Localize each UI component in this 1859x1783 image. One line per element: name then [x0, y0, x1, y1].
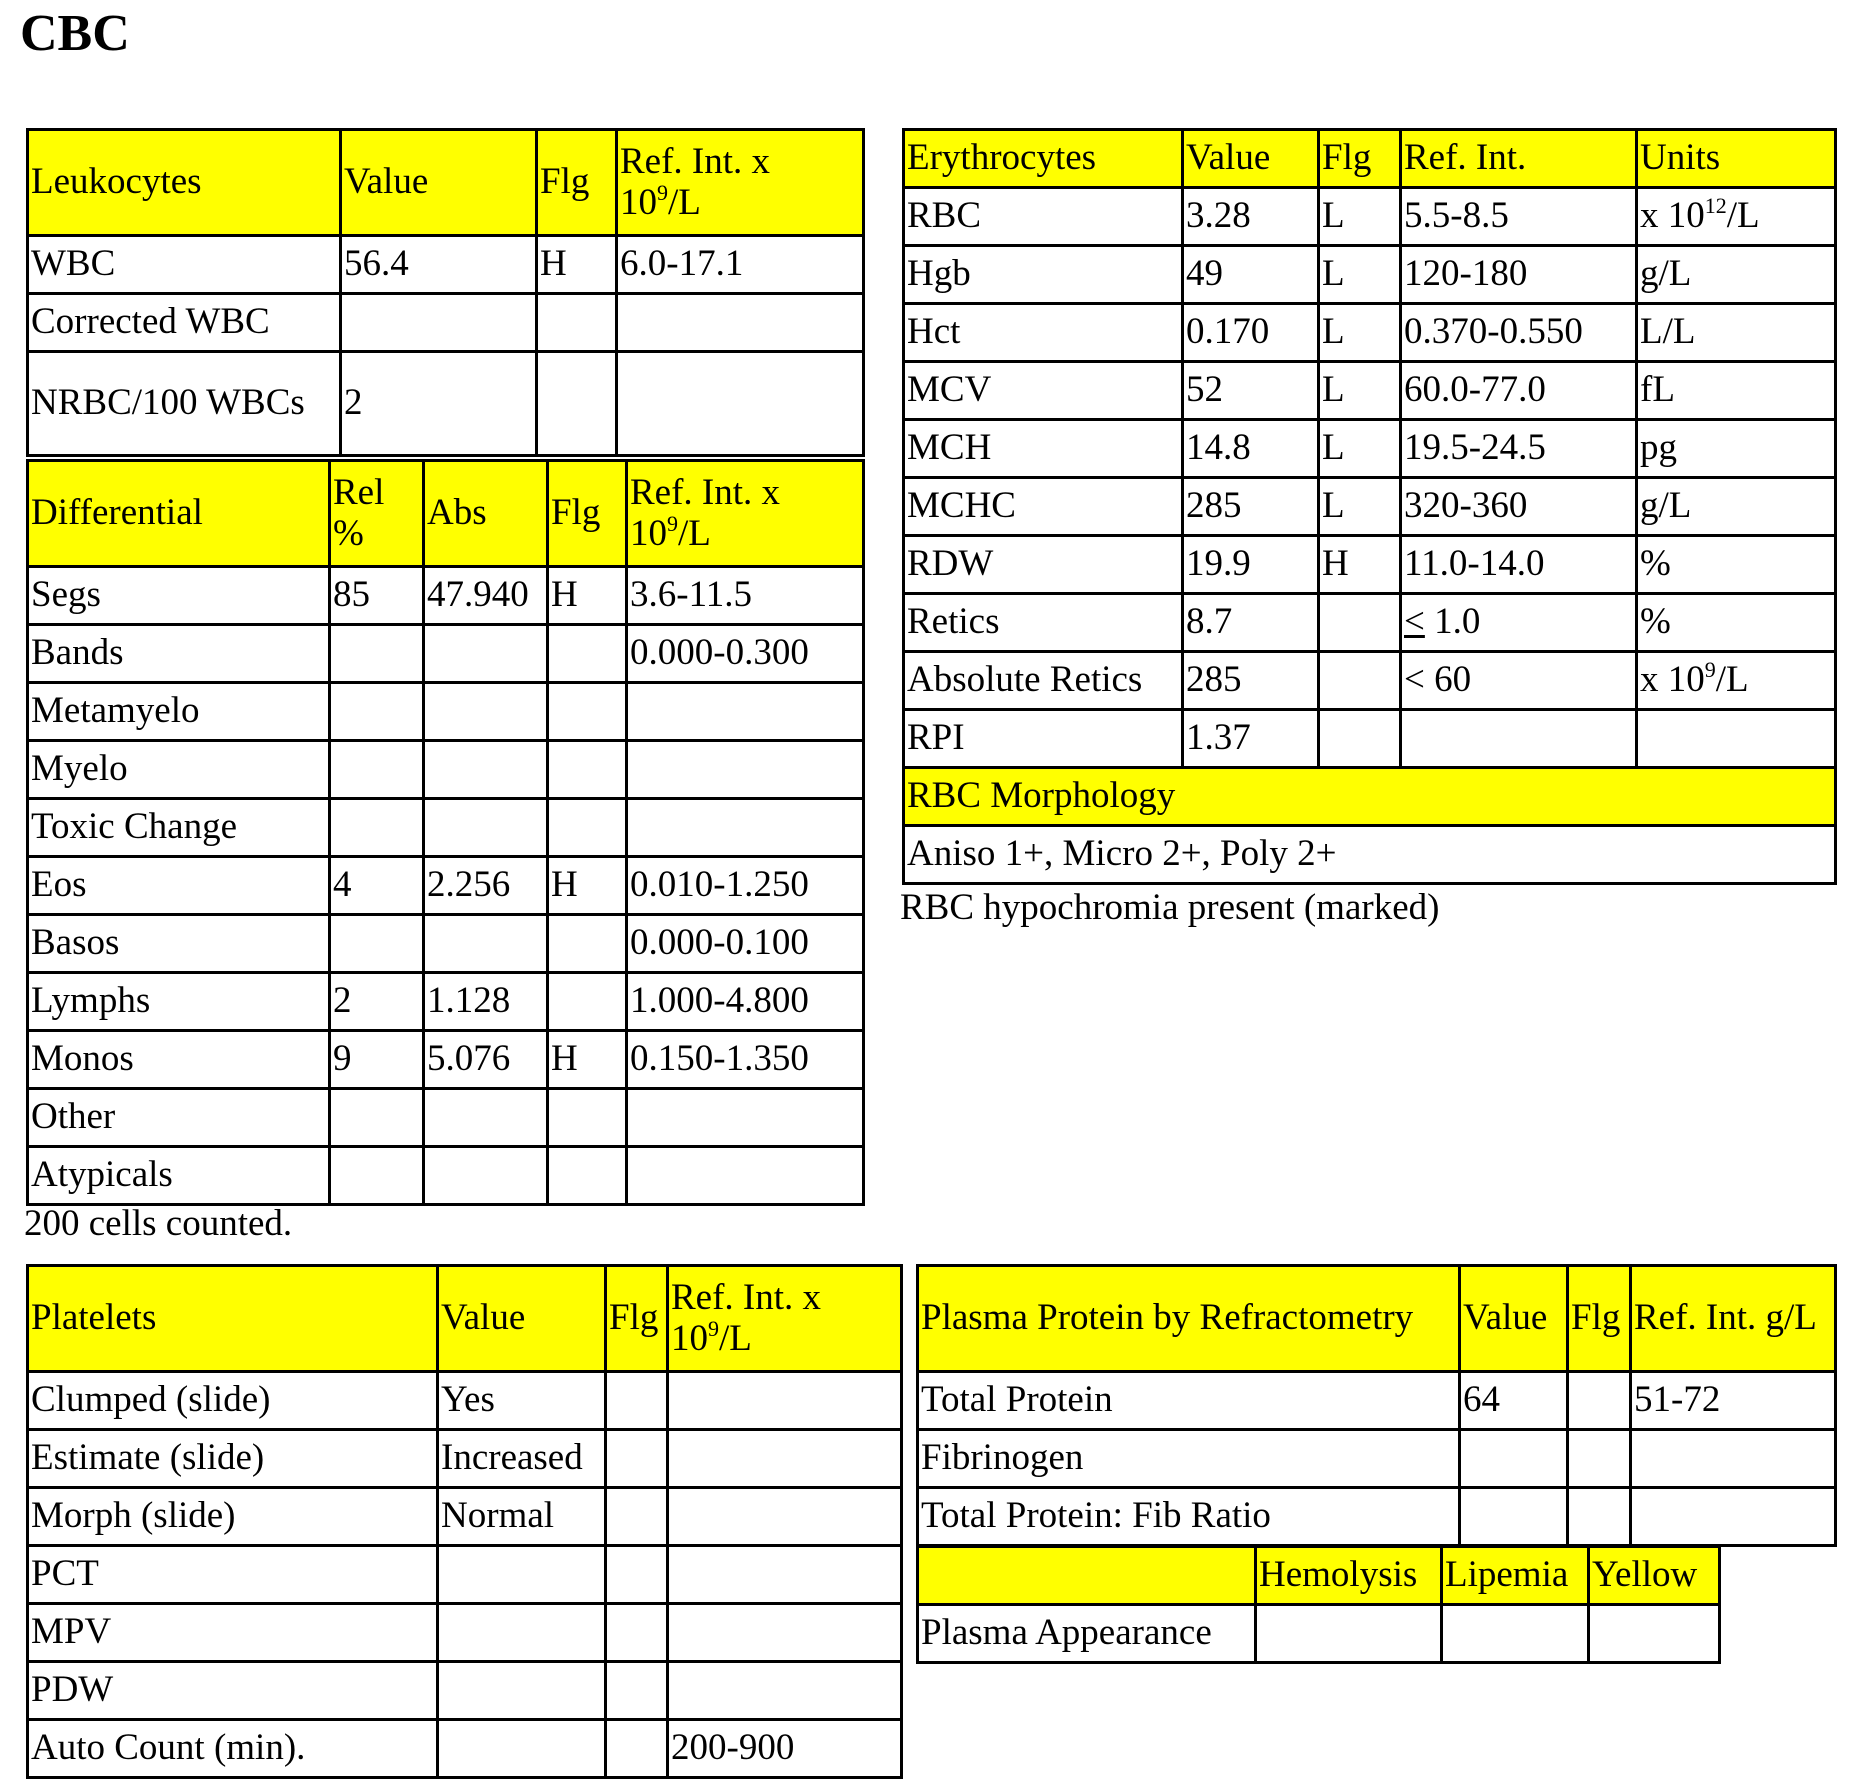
row-ref	[627, 741, 864, 799]
table-row	[28, 567, 864, 625]
table-row	[28, 799, 864, 857]
row-units: x $10^9/L$	[1637, 652, 1836, 710]
table-row	[28, 1604, 902, 1662]
row-label: MCV	[904, 362, 1183, 420]
table-row	[904, 478, 1836, 536]
row-flag	[606, 1546, 668, 1604]
row-value: 19.9	[1183, 536, 1319, 594]
row-rel	[330, 1089, 424, 1147]
row-abs	[424, 915, 548, 973]
row-ref: < 1.0	[1401, 594, 1637, 652]
row-rel: 4	[330, 857, 424, 915]
row-ref: 0.370-0.550	[1401, 304, 1637, 362]
row-label: NRBC/100 WBCs	[28, 352, 341, 456]
row-abs	[424, 1089, 548, 1147]
table-row	[904, 420, 1836, 478]
row-units: pg	[1637, 420, 1836, 478]
table-row	[28, 1089, 864, 1147]
row-label: Monos	[28, 1031, 330, 1089]
row-value	[1460, 1430, 1568, 1488]
abs-header: Abs	[424, 461, 548, 567]
row-label: Lymphs	[28, 973, 330, 1031]
table-row	[28, 1488, 902, 1546]
flag-header: Flg	[537, 130, 617, 236]
value-header: Value	[1183, 130, 1319, 188]
ref-int-header: Ref. Int.	[1401, 130, 1637, 188]
row-rel	[330, 915, 424, 973]
value-header: Value	[438, 1266, 606, 1372]
row-label: Basos	[28, 915, 330, 973]
row-label: Segs	[28, 567, 330, 625]
ref-int-header: Ref. Int. x $10^9/L$	[627, 461, 864, 567]
row-ref: 6.0-17.1	[617, 236, 864, 294]
row-flag: H	[1319, 536, 1401, 594]
ref-int-header: Ref. Int. x $10^9/L$	[617, 130, 864, 236]
row-ref: 51-72	[1631, 1372, 1836, 1430]
row-abs	[424, 741, 548, 799]
row-label: WBC	[28, 236, 341, 294]
row-flag	[537, 352, 617, 456]
row-flag	[606, 1430, 668, 1488]
plasma-appearance-header-blank	[918, 1547, 1256, 1605]
row-rel	[330, 741, 424, 799]
table-row	[904, 826, 1836, 884]
plasma-appearance-table	[916, 1545, 1721, 1664]
row-label: Plasma Appearance	[918, 1605, 1256, 1663]
row-ref: 11.0-14.0	[1401, 536, 1637, 594]
row-label: MCHC	[904, 478, 1183, 536]
hemolysis-header: Hemolysis	[1256, 1547, 1442, 1605]
rbc-morphology-value: Aniso 1+, Micro 2+, Poly 2+	[904, 826, 1836, 884]
row-label: Fibrinogen	[918, 1430, 1460, 1488]
row-flag	[1319, 594, 1401, 652]
row-rel	[330, 683, 424, 741]
row-abs: 1.128	[424, 973, 548, 1031]
table-row	[904, 594, 1836, 652]
row-flag: L	[1319, 362, 1401, 420]
row-ref: 3.6-11.5	[627, 567, 864, 625]
row-abs: 5.076	[424, 1031, 548, 1089]
table-row	[28, 1031, 864, 1089]
row-value	[1460, 1488, 1568, 1546]
row-value: 0.170	[1183, 304, 1319, 362]
row-value: 14.8	[1183, 420, 1319, 478]
row-flag	[606, 1720, 668, 1778]
row-ref	[627, 1089, 864, 1147]
row-lipemia	[1442, 1605, 1589, 1663]
row-value: Yes	[438, 1372, 606, 1430]
row-flag: H	[548, 857, 627, 915]
row-label: PDW	[28, 1662, 438, 1720]
row-value: 52	[1183, 362, 1319, 420]
differential-header: Differential	[28, 461, 330, 567]
row-ref	[668, 1430, 902, 1488]
row-yellow	[1589, 1605, 1720, 1663]
row-flag	[548, 683, 627, 741]
table-row	[28, 1720, 902, 1778]
table-row	[918, 1372, 1836, 1430]
row-rel	[330, 625, 424, 683]
platelets-table	[26, 1264, 903, 1779]
row-label: Auto Count (min).	[28, 1720, 438, 1778]
row-label: Clumped (slide)	[28, 1372, 438, 1430]
table-row	[28, 625, 864, 683]
row-abs	[424, 683, 548, 741]
table-row	[904, 710, 1836, 768]
row-rel: 85	[330, 567, 424, 625]
row-units: fL	[1637, 362, 1836, 420]
platelets-header: Platelets	[28, 1266, 438, 1372]
row-flag	[537, 294, 617, 352]
row-value: Increased	[438, 1430, 606, 1488]
row-abs	[424, 625, 548, 683]
row-ref	[1631, 1430, 1836, 1488]
row-units: %	[1637, 594, 1836, 652]
table-row	[918, 1488, 1836, 1546]
row-flag	[606, 1488, 668, 1546]
row-ref: 0.000-0.100	[627, 915, 864, 973]
table-row	[918, 1430, 1836, 1488]
table-row	[904, 246, 1836, 304]
row-flag: H	[548, 567, 627, 625]
row-flag	[1319, 710, 1401, 768]
row-value: 3.28	[1183, 188, 1319, 246]
table-row	[28, 683, 864, 741]
row-label: Other	[28, 1089, 330, 1147]
row-value: Normal	[438, 1488, 606, 1546]
row-ref	[617, 352, 864, 456]
row-units	[1637, 710, 1836, 768]
rbc-morphology-header: RBC Morphology	[904, 768, 1836, 826]
ref-int-header: Ref. Int. x $10^9/L$	[668, 1266, 902, 1372]
leukocytes-table	[26, 128, 865, 457]
row-flag	[548, 741, 627, 799]
row-value: 49	[1183, 246, 1319, 304]
erythrocytes-header: Erythrocytes	[904, 130, 1183, 188]
row-label: Hgb	[904, 246, 1183, 304]
row-value: 285	[1183, 652, 1319, 710]
row-ref: 200-900	[668, 1720, 902, 1778]
row-value	[438, 1546, 606, 1604]
row-flag	[548, 625, 627, 683]
table-row	[28, 1430, 902, 1488]
row-flag	[548, 1089, 627, 1147]
row-ref: 0.010-1.250	[627, 857, 864, 915]
ref-int-header: Ref. Int. g/L	[1631, 1266, 1836, 1372]
row-flag: L	[1319, 304, 1401, 362]
row-label: MPV	[28, 1604, 438, 1662]
page-title: CBC	[20, 5, 130, 62]
leukocytes-header: Leukocytes	[28, 130, 341, 236]
row-ref	[668, 1372, 902, 1430]
table-row	[28, 352, 864, 456]
row-units: x $10^{12}/L$	[1637, 188, 1836, 246]
row-flag	[606, 1604, 668, 1662]
plasma-protein-header: Plasma Protein by Refractometry	[918, 1266, 1460, 1372]
row-label: Morph (slide)	[28, 1488, 438, 1546]
row-flag	[548, 973, 627, 1031]
row-ref	[627, 1147, 864, 1205]
row-ref: 320-360	[1401, 478, 1637, 536]
row-ref	[1631, 1488, 1836, 1546]
row-label: RDW	[904, 536, 1183, 594]
erythrocytes-table	[902, 128, 1837, 885]
table-row	[28, 1372, 902, 1430]
row-value: 56.4	[341, 236, 537, 294]
flag-header: Flg	[606, 1266, 668, 1372]
row-ref	[1401, 710, 1637, 768]
row-flag: L	[1319, 478, 1401, 536]
row-label: MCH	[904, 420, 1183, 478]
row-ref: < 60	[1401, 652, 1637, 710]
row-ref	[617, 294, 864, 352]
row-ref	[668, 1604, 902, 1662]
row-value: 285	[1183, 478, 1319, 536]
table-row	[28, 1546, 902, 1604]
row-flag	[1568, 1372, 1631, 1430]
row-label: Retics	[904, 594, 1183, 652]
row-abs	[424, 1147, 548, 1205]
row-value: 8.7	[1183, 594, 1319, 652]
row-rel	[330, 799, 424, 857]
table-row	[918, 1605, 1720, 1663]
table-row	[28, 857, 864, 915]
row-abs: 47.940	[424, 567, 548, 625]
row-ref	[668, 1488, 902, 1546]
hypochromia-note: RBC hypochromia present (marked)	[900, 887, 1440, 928]
table-row	[28, 915, 864, 973]
rel-percent-header: Rel %	[330, 461, 424, 567]
row-label: Total Protein	[918, 1372, 1460, 1430]
table-row	[28, 294, 864, 352]
row-flag	[548, 915, 627, 973]
row-value: 1.37	[1183, 710, 1319, 768]
row-ref: 1.000-4.800	[627, 973, 864, 1031]
row-flag: L	[1319, 420, 1401, 478]
row-ref: 60.0-77.0	[1401, 362, 1637, 420]
row-value	[438, 1604, 606, 1662]
row-label: Eos	[28, 857, 330, 915]
row-ref	[668, 1546, 902, 1604]
value-header: Value	[1460, 1266, 1568, 1372]
row-label: Corrected WBC	[28, 294, 341, 352]
row-value: 2	[341, 352, 537, 456]
row-ref	[668, 1662, 902, 1720]
differential-table	[26, 459, 865, 1206]
row-abs	[424, 799, 548, 857]
row-flag: H	[537, 236, 617, 294]
yellow-header: Yellow	[1589, 1547, 1720, 1605]
value-header: Value	[341, 130, 537, 236]
row-flag	[548, 799, 627, 857]
row-flag	[606, 1662, 668, 1720]
lipemia-header: Lipemia	[1442, 1547, 1589, 1605]
row-ref: 120-180	[1401, 246, 1637, 304]
row-ref: 0.000-0.300	[627, 625, 864, 683]
row-flag	[1568, 1430, 1631, 1488]
row-flag	[548, 1147, 627, 1205]
row-label: RPI	[904, 710, 1183, 768]
row-label: RBC	[904, 188, 1183, 246]
row-label: Total Protein: Fib Ratio	[918, 1488, 1460, 1546]
row-label: Metamyelo	[28, 683, 330, 741]
row-ref: 19.5-24.5	[1401, 420, 1637, 478]
row-units: %	[1637, 536, 1836, 594]
row-label: Absolute Retics	[904, 652, 1183, 710]
table-row	[28, 973, 864, 1031]
row-flag: L	[1319, 188, 1401, 246]
table-row	[904, 188, 1836, 246]
table-row	[904, 536, 1836, 594]
row-hemolysis	[1256, 1605, 1442, 1663]
row-label: Bands	[28, 625, 330, 683]
units-header: Units	[1637, 130, 1836, 188]
row-rel: 2	[330, 973, 424, 1031]
row-flag: L	[1319, 246, 1401, 304]
cells-counted-note: 200 cells counted.	[24, 1203, 293, 1244]
row-value	[438, 1662, 606, 1720]
row-label: Toxic Change	[28, 799, 330, 857]
row-ref	[627, 799, 864, 857]
table-row	[904, 304, 1836, 362]
flag-header: Flg	[1319, 130, 1401, 188]
row-label: Myelo	[28, 741, 330, 799]
row-ref: 0.150-1.350	[627, 1031, 864, 1089]
row-abs: 2.256	[424, 857, 548, 915]
row-flag	[1568, 1488, 1631, 1546]
row-ref	[627, 683, 864, 741]
row-value: 64	[1460, 1372, 1568, 1430]
row-value	[438, 1720, 606, 1778]
table-row	[904, 362, 1836, 420]
row-label: Hct	[904, 304, 1183, 362]
row-label: Atypicals	[28, 1147, 330, 1205]
row-value	[341, 294, 537, 352]
table-row	[28, 741, 864, 799]
row-flag: H	[548, 1031, 627, 1089]
row-ref: 5.5-8.5	[1401, 188, 1637, 246]
flag-header: Flg	[548, 461, 627, 567]
row-rel: 9	[330, 1031, 424, 1089]
table-row	[28, 1662, 902, 1720]
row-label: Estimate (slide)	[28, 1430, 438, 1488]
row-units: g/L	[1637, 246, 1836, 304]
row-rel	[330, 1147, 424, 1205]
row-flag	[606, 1372, 668, 1430]
table-row	[904, 652, 1836, 710]
flag-header: Flg	[1568, 1266, 1631, 1372]
row-label: PCT	[28, 1546, 438, 1604]
row-units: g/L	[1637, 478, 1836, 536]
table-row	[28, 236, 864, 294]
table-row	[28, 1147, 864, 1205]
row-flag	[1319, 652, 1401, 710]
row-units: L/L	[1637, 304, 1836, 362]
plasma-protein-table	[916, 1264, 1837, 1547]
